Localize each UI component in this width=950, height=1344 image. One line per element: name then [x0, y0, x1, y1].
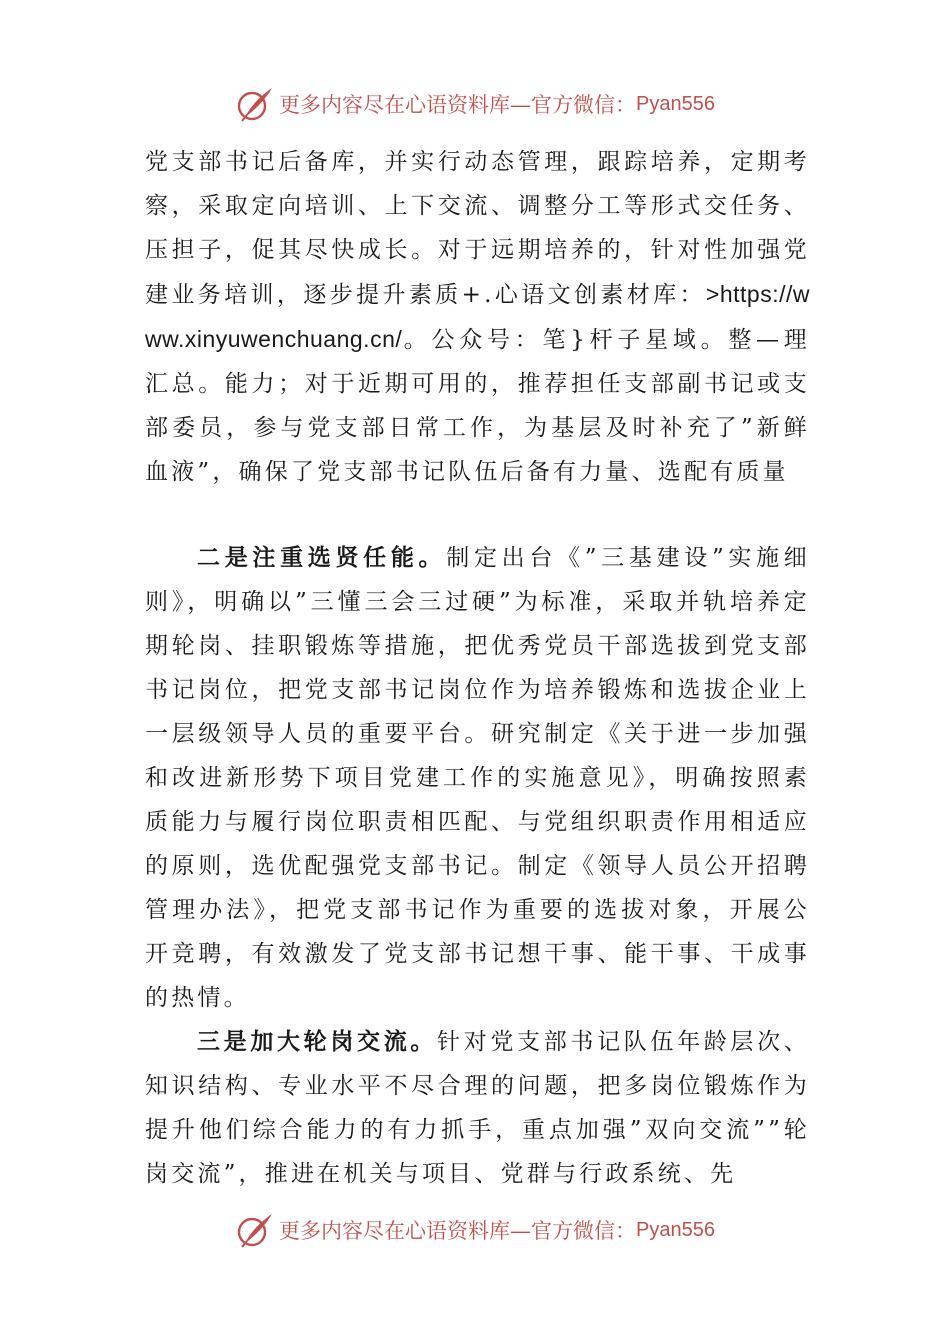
banner-text: 更多内容尽在心语资料库—: [279, 1219, 532, 1243]
paragraph-3-heading: 三是加大轮岗交流。: [197, 1028, 438, 1055]
header-banner: [0, 82, 950, 126]
footer-banner: [0, 1208, 950, 1252]
paragraph-3: [145, 1020, 810, 1196]
paragraph-gap: [145, 494, 810, 536]
banner-wechat-label: 官方微信：: [531, 1219, 637, 1243]
paragraph-1: [145, 140, 810, 494]
banner-wechat-id: Pyan556: [636, 1218, 715, 1241]
banner-wechat-label: 官方微信：: [531, 93, 637, 117]
document-body: [145, 140, 810, 1196]
paragraph-1-text-a: 党支部书记后备库，并实行动态管理，跟踪培养，定期考察，采取定向培训、上下交流、调整分工等形式交任务、压担子，促其尽快成长。对于远期培养的，针对性加强党建业务培训，逐步提升素质+.心语文创素材库：: [145, 149, 810, 308]
paragraph-2-heading: 二是注重选贤任能。: [197, 544, 447, 571]
paragraph-2: [145, 536, 810, 1020]
quill-logo-icon: [235, 1210, 275, 1250]
source-url: >https://www.xinyuwenchuang.cn/: [145, 281, 810, 352]
quill-logo-icon: [235, 84, 275, 124]
banner-wechat-id: Pyan556: [636, 92, 715, 115]
paragraph-1-text-b: 。公众号：笔}杆子星域。整—理汇总。能力；对于近期可用的，推荐担任支部副书记或支部委员，参与党支部日常工作，为基层及时补充了”新鲜血液”，确保了党支部书记队伍后备有力量、选配有质量: [145, 327, 810, 485]
paragraph-2-text: 制定出台《”三基建设”实施细则》，明确以”三懂三会三过硬”为标准，采取并轨培养定期轮岗、挂职锻炼等措施，把优秀党员干部选拔到党支部书记岗位，把党支部书记岗位作为培养锻炼和选拔企业上一层级领导人员的重要平台。研究制定《关于进一步加强和改进新形势下项目党建工作的实施意见》，明确按照素质能力与履行岗位职责相匹配、与党组织职责作用相适应的原则，选优配强党支部书记。制定《领导人员公开招聘管理办法》，把党支部书记作为重要的选拔对象，开展公开竞聘，有效激发了党支部书记想干事、能干事、干成事的热情。: [145, 545, 810, 1011]
banner-text: 更多内容尽在心语资料库—: [279, 93, 532, 117]
paragraph-3-text: 针对党支部书记队伍年龄层次、知识结构、专业水平不尽合理的问题，把多岗位锻炼作为提升他们综合能力的有力抓手，重点加强”双向交流””轮岗交流”，推进在机关与项目、党群与行政系统、先: [145, 1029, 810, 1187]
